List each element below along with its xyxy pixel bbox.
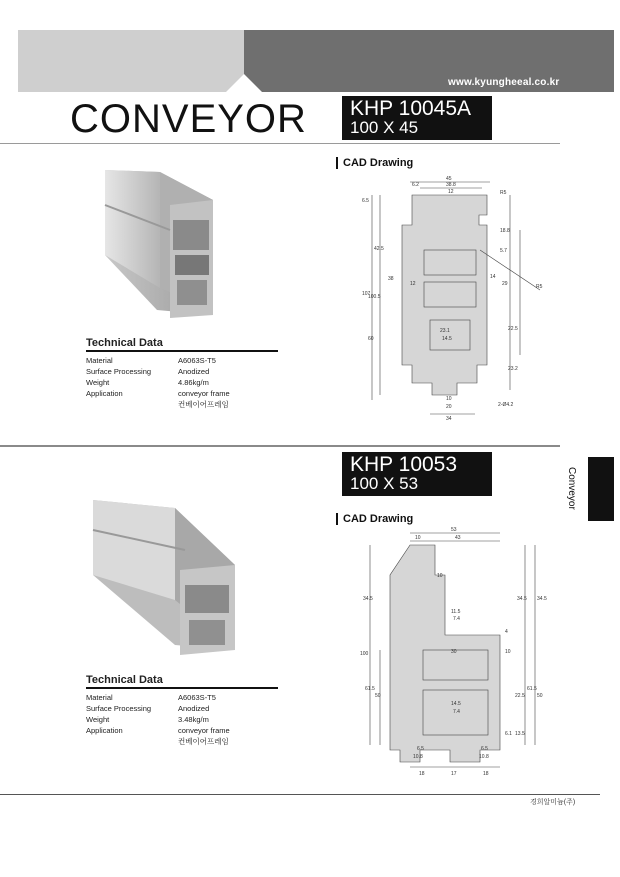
spec-row	[86, 692, 278, 703]
dim-label: 12	[410, 281, 416, 287]
technical-data-title: Technical Data	[86, 337, 278, 352]
dim-label: 14	[490, 274, 496, 280]
model-size: 100 X 53	[350, 474, 419, 493]
product-image-1	[95, 160, 245, 335]
cad-drawing-label: CAD Drawing	[336, 157, 413, 169]
spec-row	[86, 725, 278, 736]
dim-label: 50	[375, 693, 381, 699]
spec-value: 3.48kg/m	[178, 715, 209, 724]
spec-key	[86, 399, 178, 410]
spec-row	[86, 703, 278, 714]
footer-divider	[0, 794, 600, 795]
spec-row	[86, 377, 278, 388]
website-url[interactable]: www.kyungheeal.co.kr	[448, 77, 560, 88]
spec-row	[86, 355, 278, 366]
dim-label: 11.5	[451, 609, 461, 615]
dim-label: 10.8	[479, 754, 489, 760]
spec-key	[86, 736, 178, 747]
section-divider	[0, 143, 560, 144]
dim-label: 6.5	[417, 746, 424, 752]
spec-value: Anodized	[178, 367, 210, 376]
dim-label: 34	[446, 416, 452, 422]
dim-label: 13.5	[515, 731, 525, 737]
dim-label: 7.4	[453, 616, 460, 622]
dim-label: R5	[500, 190, 507, 196]
side-tab[interactable]	[588, 457, 614, 521]
technical-data-1	[86, 337, 278, 410]
dim-label: 23.2	[508, 366, 518, 372]
dim-label: 10.8	[413, 754, 423, 760]
spec-value: A6063S-T5	[178, 693, 216, 702]
spec-row	[86, 366, 278, 377]
model-size: 100 X 45	[350, 118, 419, 137]
spec-value: 4.86kg/m	[178, 378, 209, 387]
spec-value: A6063S-T5	[178, 356, 216, 365]
page-title: CONVEYOR	[70, 97, 307, 141]
spec-value: 컨베이어프레임	[178, 737, 229, 746]
dim-label: 10	[437, 573, 443, 579]
dim-label: 42.5	[374, 246, 384, 252]
dim-label: 43	[455, 535, 461, 541]
dim-label: 100	[360, 651, 369, 657]
dim-label: 14.5	[451, 701, 461, 707]
dim-label: R5	[536, 284, 543, 290]
company-name: 경희알미늄(주)	[530, 799, 576, 806]
spec-key: Material	[86, 356, 113, 365]
dim-label: 22.5	[515, 693, 525, 699]
dim-label: 107	[362, 291, 371, 297]
dim-label: 12	[448, 189, 454, 195]
dim-label: 60	[368, 336, 374, 342]
dim-label: 38	[388, 276, 394, 282]
dim-label: 5.7	[500, 248, 507, 254]
spec-value: conveyor frame	[178, 389, 230, 398]
dim-label: 53	[451, 527, 457, 533]
dim-label: 30	[451, 649, 457, 655]
spec-key: Application	[86, 389, 123, 398]
cad-drawing-label: CAD Drawing	[336, 513, 413, 525]
dim-label: 6.1	[505, 731, 512, 737]
model-number: KHP 10045A	[350, 97, 472, 120]
dim-label: 50	[537, 693, 543, 699]
model-badge-1	[342, 96, 492, 140]
spec-value: 컨베이어프레임	[178, 400, 229, 409]
cad-drawing-1	[350, 170, 560, 430]
dim-label: 18.8	[500, 228, 510, 234]
dim-label: 20	[446, 404, 452, 410]
spec-key: Application	[86, 726, 123, 735]
dim-label: 6.5	[481, 746, 488, 752]
spec-row	[86, 714, 278, 725]
dim-label: 29	[502, 281, 508, 287]
spec-key: Weight	[86, 715, 110, 724]
dim-label: 7.4	[453, 709, 460, 715]
dim-label: 34.5	[537, 596, 547, 602]
technical-data-title: Technical Data	[86, 674, 278, 689]
dim-label: 18	[419, 771, 425, 777]
dim-label: 100.5	[368, 294, 381, 300]
header-notch	[226, 74, 262, 92]
spec-value: Anodized	[178, 704, 210, 713]
spec-key: Surface Processing	[86, 367, 152, 376]
dim-label: 45	[446, 176, 452, 182]
dim-label: 61.5	[365, 686, 375, 692]
technical-data-2	[86, 674, 278, 747]
product-image-2	[85, 490, 255, 660]
dim-label: 17	[451, 771, 457, 777]
dim-label: 34.5	[363, 596, 373, 602]
cad-drawing-2	[355, 525, 555, 780]
dim-label: 18	[483, 771, 489, 777]
spec-value: conveyor frame	[178, 726, 230, 735]
spec-row	[86, 736, 278, 747]
spec-row	[86, 399, 278, 410]
side-tab-label: Conveyor	[566, 467, 577, 510]
dim-label: 4	[505, 629, 508, 635]
header-band-left	[18, 30, 244, 92]
dim-label: 22.5	[508, 326, 518, 332]
spec-key: Weight	[86, 378, 110, 387]
dim-label: 10	[415, 535, 421, 541]
dim-label: 10	[505, 649, 511, 655]
dim-label: 14.5	[442, 336, 452, 342]
model-badge-2	[342, 452, 492, 496]
dim-label: 34.5	[517, 596, 527, 602]
dim-label: 2-Ø4.2	[498, 402, 514, 408]
dim-label: 23.1	[440, 328, 450, 334]
dim-label: 6.5	[362, 198, 369, 204]
section-divider	[0, 445, 560, 447]
spec-row	[86, 388, 278, 399]
dim-label: 38.8	[446, 182, 456, 188]
spec-key: Material	[86, 693, 113, 702]
model-number: KHP 10053	[350, 453, 458, 476]
spec-key: Surface Processing	[86, 704, 152, 713]
dim-label: 10	[446, 396, 452, 402]
dim-label: 6.2	[412, 182, 419, 188]
dim-label: 61.5	[527, 686, 537, 692]
